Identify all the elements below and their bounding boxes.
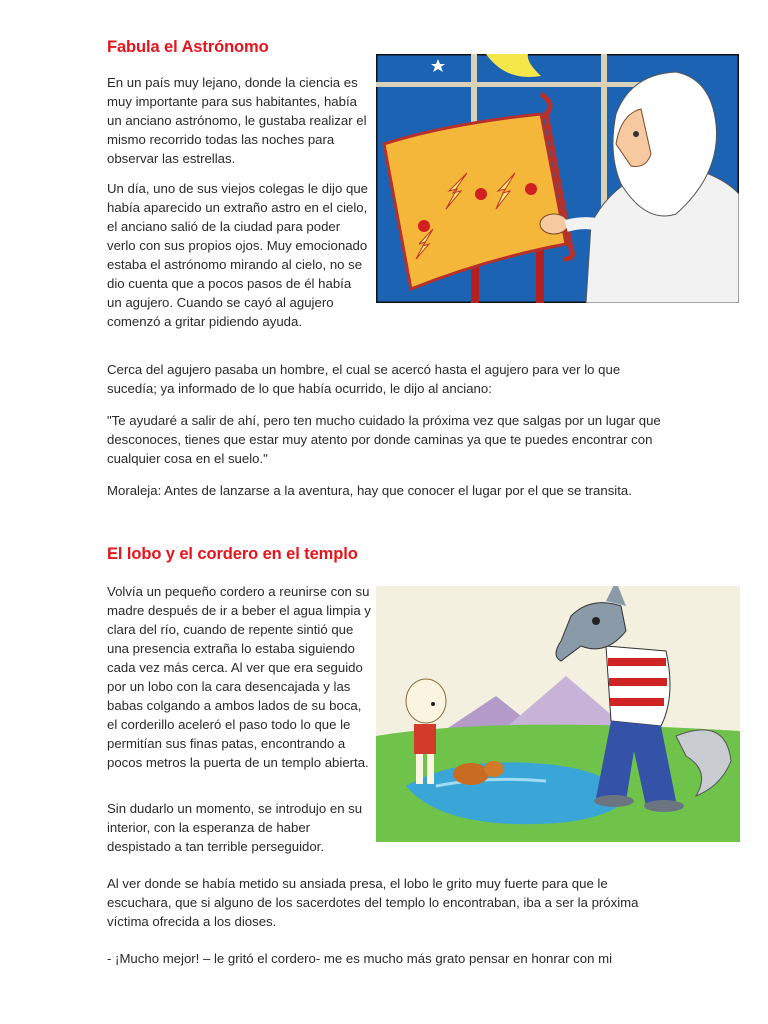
story-title-astronomo: Fabula el Astrónomo <box>107 38 269 56</box>
astronomer-illustration <box>376 54 739 303</box>
paragraph: "Te ayudaré a salir de ahí, pero ten mucho cuidado la próxima vez que salgas por un lugar que desconoces, tienes que estar muy atento por donde caminas ya que te puedes encontrar con cualquier cosa en el suelo." <box>107 413 661 466</box>
paragraph: En un país muy lejano, donde la ciencia es muy importante para sus habitantes, había un anciano astrónomo, le gustaba realizar el mismo recorrido todas las noches para observar las estrellas. <box>107 75 367 166</box>
story-title-lobo-cordero: El lobo y el cordero en el templo <box>107 545 358 563</box>
moral-paragraph: Moraleja: Antes de lanzarse a la aventura, hay que conocer el lugar por el que se transita. <box>107 483 632 498</box>
paragraph: Cerca del agujero pasaba un hombre, el cual se acercó hasta el agujero para ver lo que sucedía; ya informado de lo que había ocurrido, le dijo al anciano: <box>107 362 621 396</box>
paragraph: Volvía un pequeño cordero a reunirse con su madre después de ir a beber el agua limpia y clara del río, cuando de repente sintió que una presencia extraña lo estaba siguiendo cada vez más cerca. Al ver que era seguido por un lobo con la cara desencajada y las babas colgando a ambos lados de su boca, el corderillo aceleró el paso todo lo que le permitían sus finas patas, encontrando a pocos metros la puerta de un templo abierta. <box>107 584 371 770</box>
paragraph: Un día, uno de sus viejos colegas le dijo que había aparecido un extraño astro en el cielo, el anciano salió de la ciudad para poder verlo con sus propios ojos. Muy emocionado estaba el astrónomo mirando al cielo, no se dio cuenta que a pocos pasos de él había un agujero. Cuando se cayó al agujero comenzó a gritar pidiendo ayuda. <box>107 181 368 329</box>
paragraph: Al ver donde se había metido su ansiada presa, el lobo le grito muy fuerte para que le escuchara, que si alguno de los sacerdotes del templo lo encontraban, iba a ser la próxima víctima ofrecida a los dioses. <box>107 876 639 929</box>
paragraph: - ¡Mucho mejor! – le gritó el cordero- me es mucho más grato pensar en honrar con mi <box>107 951 613 966</box>
wolf-lamb-illustration <box>376 586 740 842</box>
paragraph: Sin dudarlo un momento, se introdujo en su interior, con la esperanza de haber despistado a tan terrible perseguidor. <box>107 801 363 854</box>
